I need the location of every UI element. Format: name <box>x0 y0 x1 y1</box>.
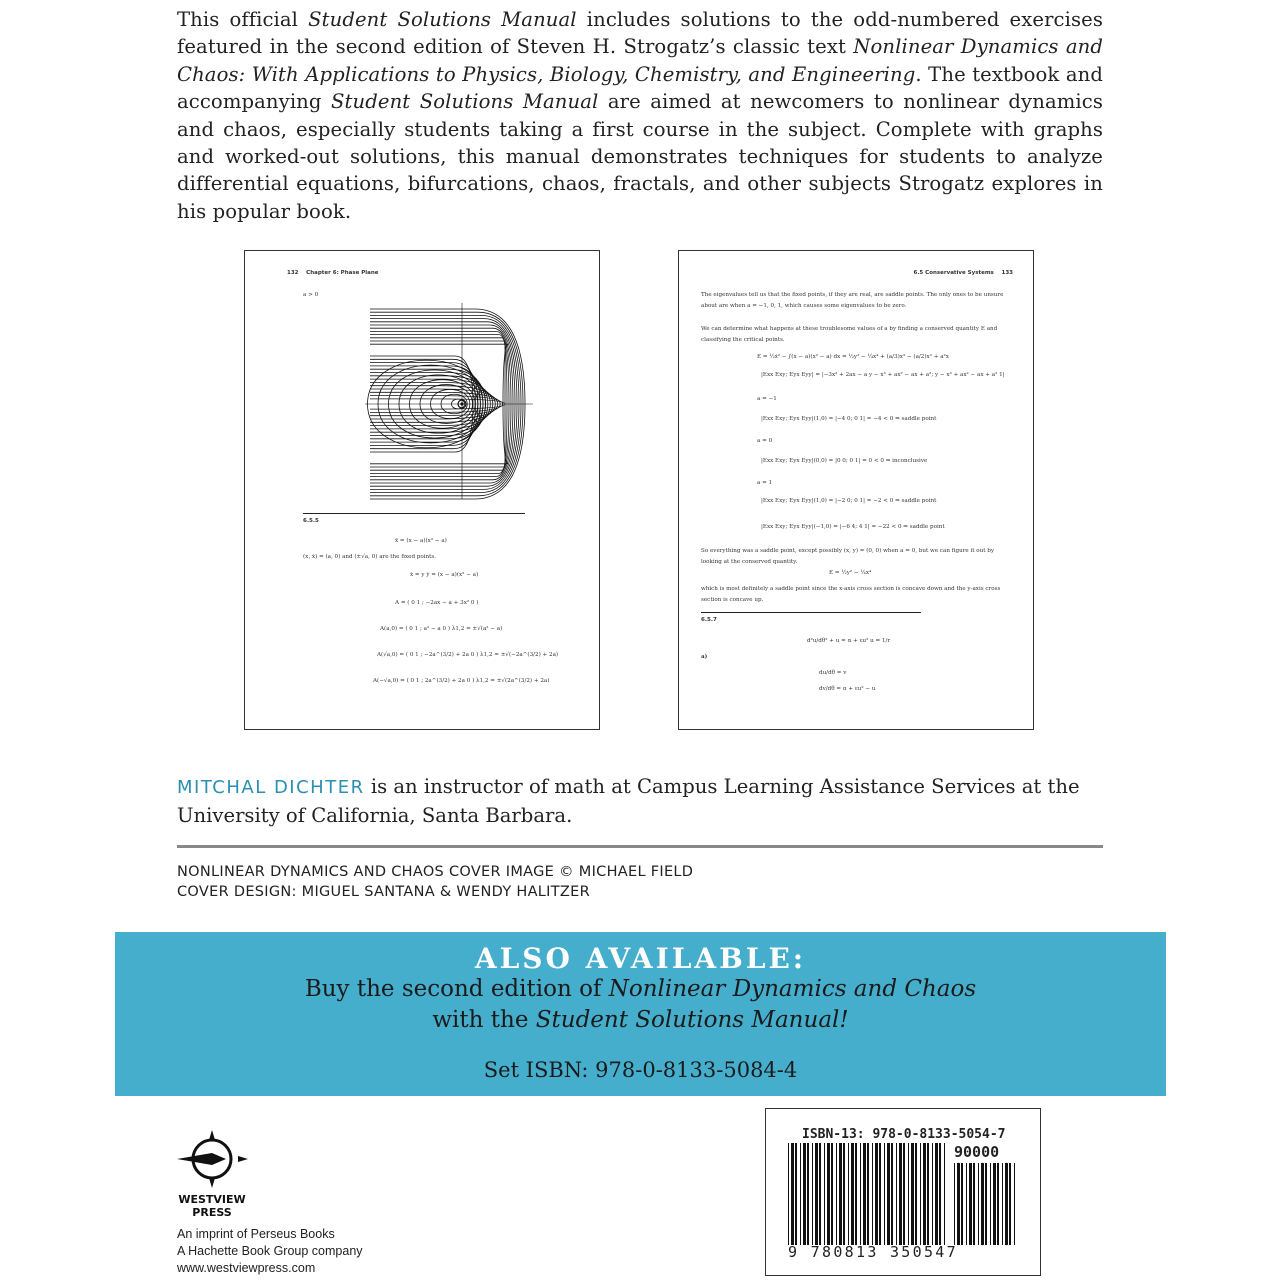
barcode-digits: 9 780813 350547 <box>788 1243 958 1261</box>
barcode-bar <box>891 1143 893 1245</box>
barcode-bar <box>939 1143 941 1245</box>
paragraph-line: The eigenvalues tell us that the fixed points, if they are real, are saddle points. The only ones to be unsure <box>701 292 1004 298</box>
barcode-bar <box>993 1163 996 1245</box>
barcode-bar <box>1014 1163 1015 1245</box>
condition-label: a > 0 <box>303 292 319 298</box>
barcode-box <box>765 1108 1041 1276</box>
paragraph-line: We can determine what happens at these troublesome values of a by finding a conserved quantity E and <box>701 326 998 332</box>
paragraph-line: classifying the critical points. <box>701 337 785 343</box>
barcode-bar <box>915 1143 917 1245</box>
barcode-bar <box>795 1143 797 1245</box>
barcode-bar <box>848 1143 849 1245</box>
price-barcode <box>954 1163 1018 1245</box>
barcode-bar <box>824 1143 825 1245</box>
case-label: a = 1 <box>757 480 773 486</box>
barcode-bar <box>969 1163 972 1245</box>
jacobian-matrix: A(√a,0) = ( 0 1 ; −2a^(3/2) + 2a 0 ) λ1,2 = ±√(−2a^(3/2) + 2a) <box>377 652 559 658</box>
blurb-title-italic: Student Solutions Manual <box>331 90 599 114</box>
barcode-bar <box>927 1143 929 1245</box>
barcode-bar <box>839 1143 842 1245</box>
credits <box>177 862 693 902</box>
banner-line <box>115 1007 1166 1033</box>
barcode-bar <box>997 1163 999 1245</box>
barcode-bar <box>863 1143 866 1245</box>
barcode-bar <box>966 1163 967 1245</box>
barcode-bar <box>872 1143 873 1245</box>
banner-text: Buy the second edition of <box>304 976 609 1002</box>
barcode-bar <box>867 1143 869 1245</box>
blurb-text: . The textbook and accompanying <box>177 62 1103 114</box>
logo-text: WESTVIEW <box>178 1193 246 1206</box>
logo-text: PRESS <box>192 1206 232 1219</box>
page-header <box>914 270 1014 276</box>
barcode-bar <box>836 1143 837 1245</box>
barcode-bar <box>791 1143 794 1245</box>
hessian: |Exx Exy; Eyx Eyy| = |−3x² + 2ax − a y − x³ + ax² − ax + a²; y − x³ + ax² − ax + a² 1| <box>761 372 1005 378</box>
case-result: |Exx Exy; Eyx Eyy|(0,0) = |0 0; 0 1| = 0 < 0 ⇒ inconclusive <box>761 458 928 464</box>
barcode-bar <box>985 1163 987 1245</box>
chapter-title: Chapter 6: Phase Plane <box>306 270 379 276</box>
barcode-bar <box>875 1143 878 1245</box>
barcode-bar <box>932 1143 933 1245</box>
barcode-isbn: ISBN-13: 978-0-8133-5054-7 <box>802 1127 1006 1142</box>
barcode-bar <box>911 1143 914 1245</box>
barcode-bar <box>903 1143 905 1245</box>
barcode-bar <box>879 1143 881 1245</box>
barcode-bar <box>961 1163 963 1245</box>
barcode-bar <box>855 1143 857 1245</box>
barcode-bar <box>807 1143 809 1245</box>
equation: dv/dθ = α + εu² − u <box>819 686 876 692</box>
price-code: 90000 <box>954 1143 1000 1161</box>
barcode-bar <box>800 1143 801 1245</box>
paragraph-line: So everything was a saddle point, except possibly (x, y) = (0, 0) when a = 0, but we can figure it out by <box>701 548 995 554</box>
trajectory <box>370 315 521 404</box>
barcode-bar <box>1002 1163 1003 1245</box>
blurb-text: includes solutions to the odd-numbered exercises featured in the second edition of Steven H. Strogatz’s classic text <box>177 8 1103 59</box>
author-bio <box>177 773 1107 830</box>
barcode-bar <box>815 1143 818 1245</box>
barcode-bar <box>923 1143 926 1245</box>
barcode-bar <box>831 1143 833 1245</box>
barcode-bar <box>843 1143 845 1245</box>
sample-page-right <box>678 250 1034 730</box>
case-label: a = 0 <box>757 438 773 444</box>
blurb-text: are aimed at newcomers to nonlinear dynamics and chaos, especially students taking a first course in the subject. Complete with graphs and worked-out solutions, this manual demonstrates techniques for students to analyze differential equations, bifurcations, chaos, fractals, and other subjects Strogatz explores in his popular book. <box>177 90 1103 223</box>
barcode-bar <box>884 1143 885 1245</box>
barcode-bar <box>1005 1163 1008 1245</box>
ean-barcode <box>788 1143 948 1245</box>
also-available-banner <box>115 932 1166 1096</box>
barcode-bar <box>899 1143 902 1245</box>
section-number: 6.5.5 <box>303 518 319 524</box>
barcode-bar <box>954 1163 955 1245</box>
barcode-bar <box>935 1143 938 1245</box>
barcode-bar <box>978 1163 979 1245</box>
website-link: www.westviewpress.com <box>177 1261 316 1275</box>
jacobian-matrix: A(a,0) = ( 0 1 ; a² − a 0 ) λ1,2 = ±√(a² − a) <box>380 626 503 632</box>
paragraph-line: looking at the conserved quantity. <box>701 559 798 565</box>
section-number: 6.5.7 <box>701 617 717 623</box>
barcode-bar <box>803 1143 806 1245</box>
part-label: a) <box>701 654 708 660</box>
paragraph-line: which is most definitely a saddle point since the x-axis cross section is concave down and the y-axis cross <box>701 586 1001 592</box>
barcode-bar <box>990 1163 991 1245</box>
jacobian-matrix: A = ( 0 1 ; −2ax − a + 3x² 0 ) <box>395 600 479 606</box>
publisher-info <box>177 1226 363 1277</box>
page-number: 132 <box>287 270 299 276</box>
barcode-bar <box>887 1143 890 1245</box>
trajectory <box>370 404 521 493</box>
trajectory <box>370 404 523 496</box>
page-number: 133 <box>1001 270 1013 276</box>
equation: d²u/dθ² + u = α + εu² u = 1/r <box>807 638 891 644</box>
energy-equation: E = ½ẋ² − ∫(x − a)(x² − a) dx = ½y² − ¼x⁴ + (a/3)x³ − (a/2)x² + a²x <box>757 354 949 360</box>
barcode-bar <box>981 1163 984 1245</box>
paragraph-line: about are when a = −1, 0, 1, which causes some eigenvalues to be zero. <box>701 303 907 309</box>
banner-text: with the <box>432 1007 536 1033</box>
trajectory <box>370 404 508 464</box>
barcode-bar <box>819 1143 821 1245</box>
set-isbn: Set ISBN: 978-0-8133-5084-4 <box>483 1058 798 1082</box>
trajectory <box>370 312 523 404</box>
blurb-title-italic: Student Solutions Manual <box>308 8 577 31</box>
equation: E = ½y² − ¼x⁴ <box>829 570 872 576</box>
imprint-line: An imprint of Perseus Books <box>177 1227 335 1241</box>
section-rule <box>303 513 525 514</box>
westview-press-logo <box>176 1130 248 1220</box>
barcode-bar <box>896 1143 897 1245</box>
banner-italic: Nonlinear Dynamics and Chaos <box>608 976 977 1002</box>
equation: ẍ = (x − a)(x² − a) <box>395 538 447 544</box>
description-blurb <box>177 6 1103 225</box>
page-header <box>287 270 379 276</box>
equation: du/dθ = v <box>819 670 847 676</box>
company-line: A Hachette Book Group company <box>177 1244 363 1258</box>
barcode-bar <box>827 1143 830 1245</box>
section-rule <box>701 612 921 613</box>
banner-line <box>115 976 1166 1002</box>
blurb-text: This official <box>177 8 309 31</box>
phase-portrait-figure <box>365 303 535 503</box>
cover-image-credit: NONLINEAR DYNAMICS AND CHAOS COVER IMAGE © MICHAEL FIELD <box>177 864 694 880</box>
barcode-bar <box>944 1143 945 1245</box>
section-title: 6.5 Conservative Systems <box>913 270 994 276</box>
case-result: |Exx Exy; Eyx Eyy|(−1,0) = |−6 4; 4 1| = −22 < 0 ⇒ saddle point <box>761 524 945 530</box>
paragraph-line: section is concave up. <box>701 597 764 603</box>
barcode-bar <box>908 1143 909 1245</box>
barcode-bar <box>788 1143 789 1245</box>
cover-design-credit: COVER DESIGN: MIGUEL SANTANA & WENDY HALITZER <box>177 884 590 900</box>
case-result: |Exx Exy; Eyx Eyy|(1,0) = |−4 0; 0 1| = −4 < 0 ⇒ saddle point <box>761 416 937 422</box>
banner-heading: ALSO AVAILABLE: <box>474 942 807 975</box>
case-label: a = −1 <box>757 396 777 402</box>
fixed-points-text: (x, ẋ) = (a, 0) and (±√a, 0) are the fixed points. <box>303 554 437 560</box>
banner-italic: Student Solutions Manual! <box>535 1007 849 1033</box>
author-name: MITCHAL DICHTER <box>177 777 365 798</box>
sample-page-left <box>244 250 600 730</box>
barcode-bar <box>973 1163 975 1245</box>
barcode-bar <box>860 1143 861 1245</box>
divider <box>177 845 1103 848</box>
jacobian-matrix: A(−√a,0) = ( 0 1 ; 2a^(3/2) + 2a 0 ) λ1,2 = ±√(2a^(3/2) + 2a) <box>373 678 550 684</box>
barcode-bar <box>812 1143 813 1245</box>
barcode-bar <box>1009 1163 1011 1245</box>
blurb-title-italic: Nonlinear Dynamics and Chaos: With Applications to Physics, Biology, Chemistry, and Engineering <box>177 35 1103 86</box>
barcode-bar <box>920 1143 921 1245</box>
trajectory <box>370 344 508 404</box>
case-result: |Exx Exy; Eyx Eyy|(1,0) = |−2 0; 0 1| = −2 < 0 ⇒ saddle point <box>761 498 937 504</box>
barcode-bar <box>851 1143 854 1245</box>
author-bio-text: is an instructor of math at Campus Learning Assistance Services at the University of California, Santa Barbara. <box>177 775 1080 827</box>
barcode-bar <box>957 1163 960 1245</box>
equation: ẋ = y ẏ = (x − a)(x² − a) <box>410 572 479 578</box>
